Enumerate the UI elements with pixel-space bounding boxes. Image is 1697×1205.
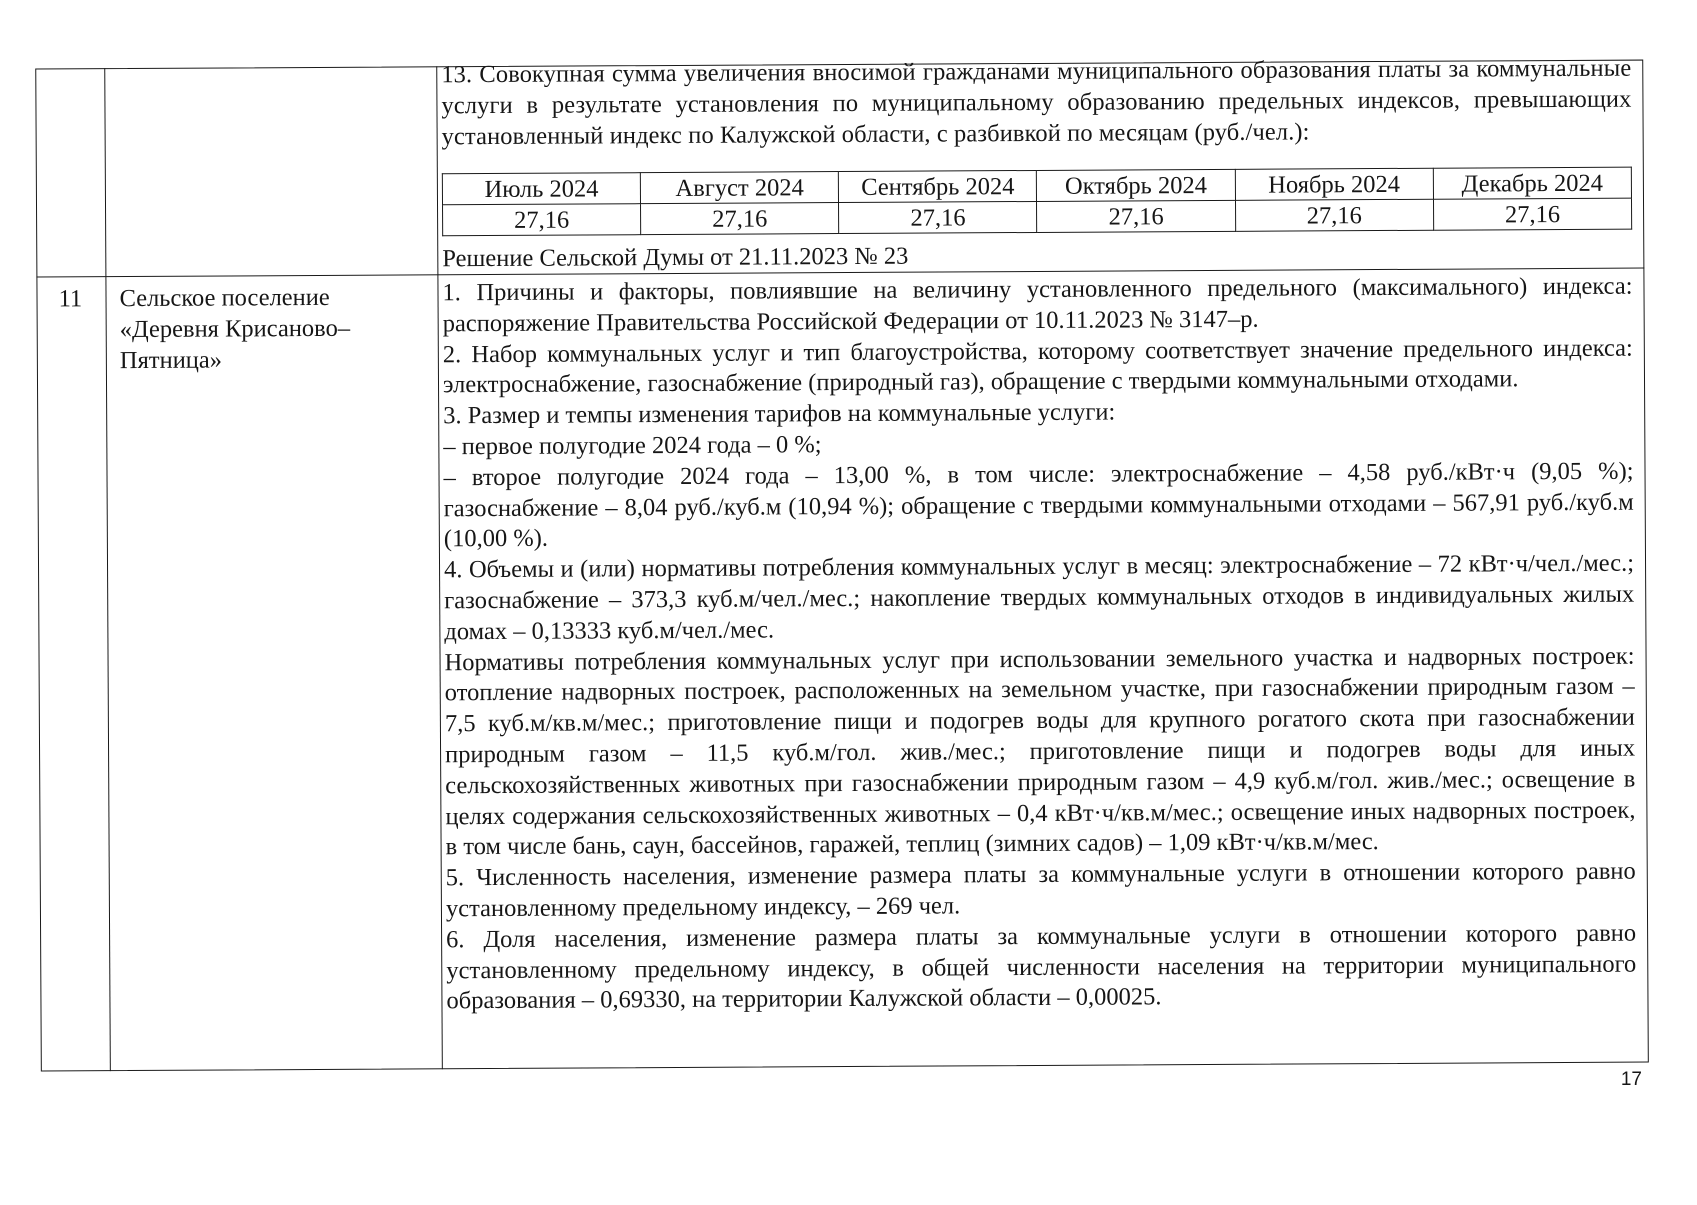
monthly-increase-table: [442, 167, 1632, 237]
paragraph-3-second-half: – второе полугодие 2024 года – 13,00 %, в том числе: электроснабжение – 4,58 руб./кВт·ч (9,05 %); газоснабжение – 8,04 руб./куб.м (10,94 %); обращение с твердыми коммунальными отходами – 567,91 руб./куб.м (10,00 %).: [443, 457, 1634, 553]
paragraph-3-first-half: – первое полугодие 2024 года – 0 %;: [443, 431, 822, 461]
month-cell: Сентябрь 2024: [839, 170, 1037, 202]
municipality-line: Пятница»: [119, 346, 223, 375]
row-number: 11: [58, 285, 83, 313]
paragraph-2: 2. Набор коммунальных услуг и тип благоустройства, которому соответствует значение предельного индекса: электроснабжение, газоснабжение (природный газ), обращение с твердыми коммунальными отходами.: [442, 334, 1633, 399]
page-number: 17: [1620, 1069, 1642, 1090]
values-row: [443, 198, 1632, 236]
paragraph-4: 4. Объемы и (или) нормативы потребления коммунальных услуг в месяц: электроснабжение – 72 кВт·ч/чел./мес.; газоснабжение – 373,3 куб.м/чел./мес.; накопление твердых коммунальных отходов в индивидуальных жилых домах – 0,13333 куб.м/чел./мес.: [443, 549, 1635, 646]
value-cell: 27,16: [1235, 199, 1433, 231]
month-cell: Ноябрь 2024: [1235, 168, 1433, 200]
month-cell: Август 2024: [640, 172, 838, 204]
item-13-text: 13. Совокупная сумма увеличения вносимой гражданами муниципального образования платы за коммунальные услуги в результате установления по муниципальному образованию предельных индексов, превышающих установленный индекс по Калужской области, с разбивкой по месяцам (руб./чел.):: [441, 54, 1632, 151]
value-cell: 27,16: [443, 204, 641, 236]
month-cell: Октябрь 2024: [1037, 169, 1235, 201]
row-11-details: [442, 272, 1636, 1018]
month-cell: Декабрь 2024: [1433, 167, 1631, 199]
decision-reference: Решение Сельской Думы от 21.11.2023 № 23: [442, 242, 909, 273]
municipality-line: «Деревня Крисаново–: [119, 314, 351, 344]
paragraph-1: 1. Причины и факторы, повлиявшие на величину установленного предельного (максимального) индекса: распоряжение Правительства Российской Федерации от 10.11.2023 № 3147–р.: [442, 272, 1633, 338]
month-cell: Июль 2024: [442, 173, 640, 205]
municipality-name: [119, 281, 432, 376]
paragraph-5: 5. Численность населения, изменение размера платы за коммунальные услуги в отношении которого равно установленному предельному индексу, – 269 чел.: [445, 857, 1636, 923]
paragraph-3-title: 3. Размер и темпы изменения тарифов на коммунальные услуги:: [443, 398, 1116, 430]
value-cell: 27,16: [1433, 198, 1631, 230]
municipality-line: Сельское поселение: [119, 283, 330, 313]
value-cell: 27,16: [1037, 200, 1235, 232]
paragraph-6: 6. Доля населения, изменение размера платы за коммунальные услуги в отношении которого равно установленному предельному индексу, в общей численности населения на территории муниципального образования – 0,69330, на территории Калужской области – 0,00025.: [446, 919, 1637, 1015]
value-cell: 27,16: [839, 201, 1037, 233]
paragraph-4-norms: Нормативы потребления коммунальных услуг при использовании земельного участка и надворных построек: отопление надворных построек, расположенных на земельном участке, при газоснабжении природным газом – 7,5 куб.м/кв.м/мес.; приготовление пищи и подогрев воды для крупного рогатого скота при газоснабжении природным газом – 11,5 куб.м/гол. жив./мес.; приготовление пищи и подогрев воды для иных сельскохозяйственных животных при газоснабжении природным газом – 4,9 куб.м/гол. жив./мес.; освещение в целях содержания сельскохозяйственных животных – 0,4 кВт·ч/кв.м/мес.; освещение иных надворных построек, в том числе бань, саун, бассейнов, гаражей, теплиц (зимних садов) – 1,09 кВт·ч/кв.м/мес.: [444, 642, 1636, 861]
value-cell: 27,16: [641, 203, 839, 235]
